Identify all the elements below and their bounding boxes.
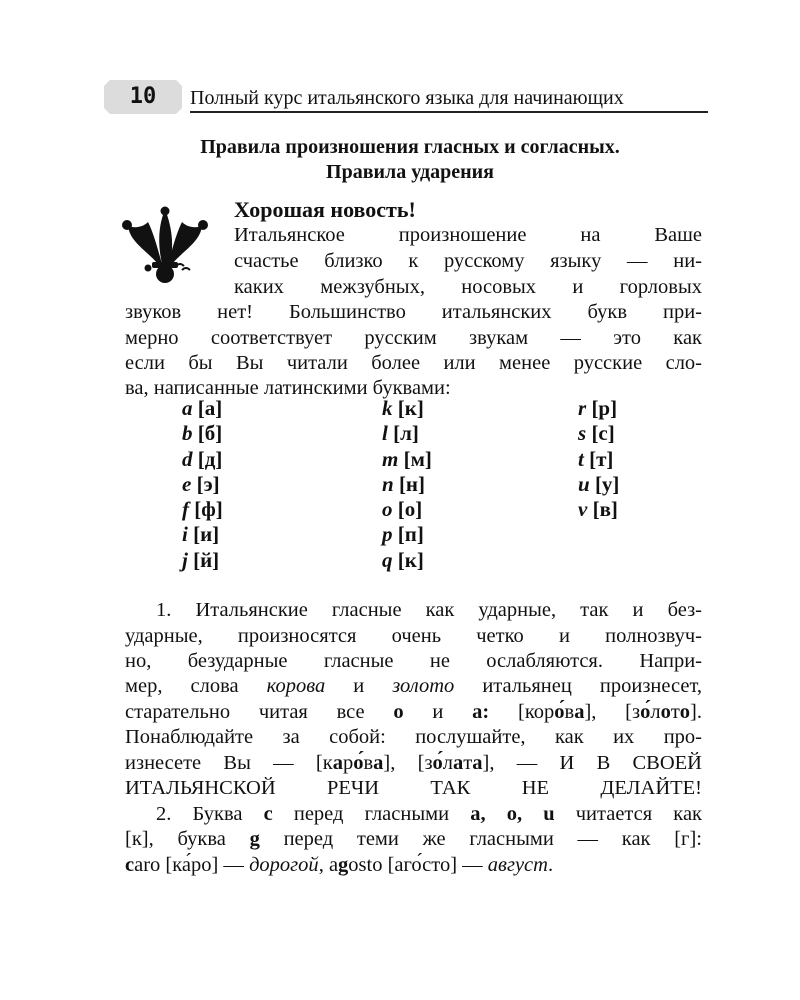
letter-row: t [т] <box>578 446 614 471</box>
letter-row: k [к] <box>382 396 424 420</box>
running-header <box>104 80 708 114</box>
page-number: 10 <box>129 84 157 109</box>
intro-line: мерно соответствует русским звукам — это как <box>125 327 702 349</box>
letter-row: m [м] <box>382 446 432 471</box>
letters-column-1 <box>182 396 223 573</box>
paragraph-1-line: ударные, произносятся очень четко и полнозвуч- <box>125 625 702 647</box>
paragraph-2-line: [к], буква g перед теми же гласными — как [г]: <box>125 828 702 850</box>
letter-row: u [у] <box>578 471 620 496</box>
paragraph-1-line: ИТАЛЬЯНСКОЙ РЕЧИ ТАК НЕ ДЕЛАЙТЕ! <box>125 777 702 799</box>
paragraph-1-line: изнесете Вы — [каро́ва], [зо́лата], — И В СВОЕЙ <box>125 752 702 774</box>
letter-row: l [л] <box>382 421 419 446</box>
letter-row: q [к] <box>382 547 424 572</box>
letter-row: s [с] <box>578 421 615 446</box>
letters-column-3 <box>578 396 619 522</box>
paragraph-1-line: старательно читая все о и а: [коро́ва], [зо́лото]. <box>125 701 702 723</box>
section-title <box>110 135 710 185</box>
intro-line: Итальянское произношение на Ваше <box>234 224 702 246</box>
paragraph-2-line: 2. Буква с перед гласными а, о, u читается как <box>156 803 703 825</box>
header-rule <box>190 111 708 113</box>
subheading: Хорошая новость! <box>234 197 416 222</box>
letter-row: n [н] <box>382 471 426 496</box>
intro-line: каких межзубных, носовых и горловых <box>234 276 702 298</box>
letter-row: v [в] <box>578 497 618 522</box>
intro-line: ва, написанные латинскими буквами: <box>125 377 451 399</box>
intro-line: если бы Вы читали более или менее русские сло- <box>125 352 702 374</box>
jester-hat-icon <box>120 206 210 286</box>
letter-row: b [б] <box>182 421 223 446</box>
intro-line: счастье близко к русскому языку — ни- <box>234 250 702 272</box>
letter-row: e [э] <box>182 471 220 496</box>
paragraph-2-line: caro [ка́ро] — дорогой, agosto [аго́сто] — август. <box>125 854 554 876</box>
letter-row: d [д] <box>182 446 223 471</box>
paragraph-1-line: 1. Итальянские гласные как ударные, так и без- <box>156 599 702 621</box>
letter-row: a [а] <box>182 396 223 420</box>
letter-row: i [и] <box>182 522 220 547</box>
section-title-line-2: Правила ударения <box>326 161 494 183</box>
letters-column-2 <box>382 396 432 573</box>
paragraph-1-line: Понаблюдайте за собой: послушайте, как их про- <box>125 726 702 748</box>
paragraph-1-line: но, безударные гласные не ослабляются. Напри- <box>125 650 702 672</box>
letter-row: o [о] <box>382 497 423 522</box>
letter-row: f [ф] <box>182 497 223 522</box>
letter-row: p [п] <box>382 522 424 547</box>
section-title-line-1: Правила произношения гласных и согласных. <box>200 136 620 158</box>
intro-line: звуков нет! Большинство итальянских букв при- <box>125 301 702 323</box>
running-title: Полный курс итальянского языка для начинающих <box>190 87 624 109</box>
letters-table <box>182 396 652 576</box>
letter-row: j [й] <box>182 547 220 572</box>
paragraph-1-line: мер, слова корова и золото итальянец произнесет, <box>125 675 702 697</box>
letter-row: r [р] <box>578 396 618 420</box>
